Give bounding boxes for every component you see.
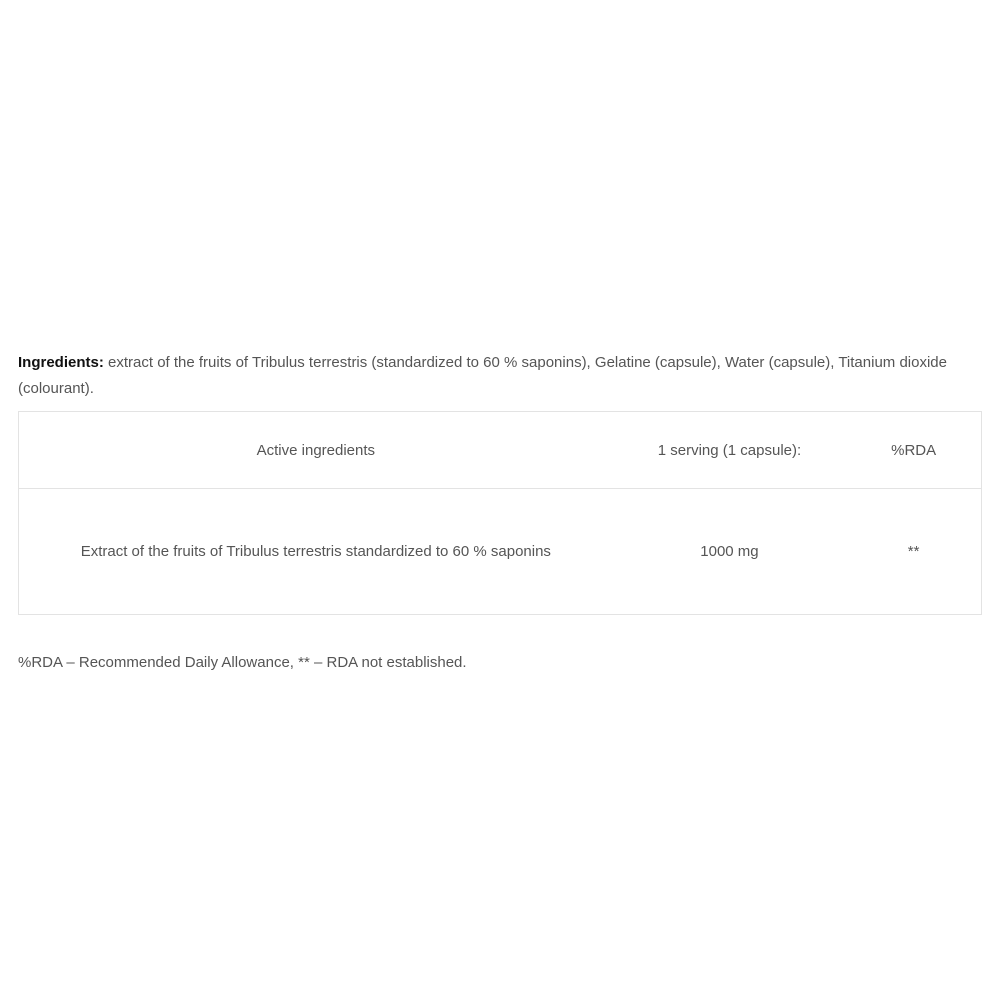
rda-footnote: %RDA – Recommended Daily Allowance, ** – RDA not established. [18, 654, 467, 671]
header-active-ingredients: Active ingredients [19, 412, 613, 489]
cell-rda-value: ** [907, 542, 920, 560]
cell-serving-amount: 1000 mg [700, 542, 759, 560]
table-header-row [19, 412, 982, 489]
ingredients-label: Ingredients: [18, 354, 104, 371]
cell-ingredient-name [19, 489, 613, 615]
ingredient-name-text: Extract of the fruits of Tribulus terrestris standardized to 60 % saponins [80, 542, 551, 560]
ingredients-paragraph [18, 350, 982, 402]
table-row [19, 489, 982, 615]
header-serving: 1 serving (1 capsule): [613, 412, 847, 489]
nutrition-table [18, 411, 982, 615]
ingredients-text: extract of the fruits of Tribulus terrestris (standardized to 60 % saponins), Gelatine (capsule), Water (capsule), Titanium dioxide (colourant). [18, 354, 947, 397]
header-rda: %RDA [846, 412, 981, 489]
